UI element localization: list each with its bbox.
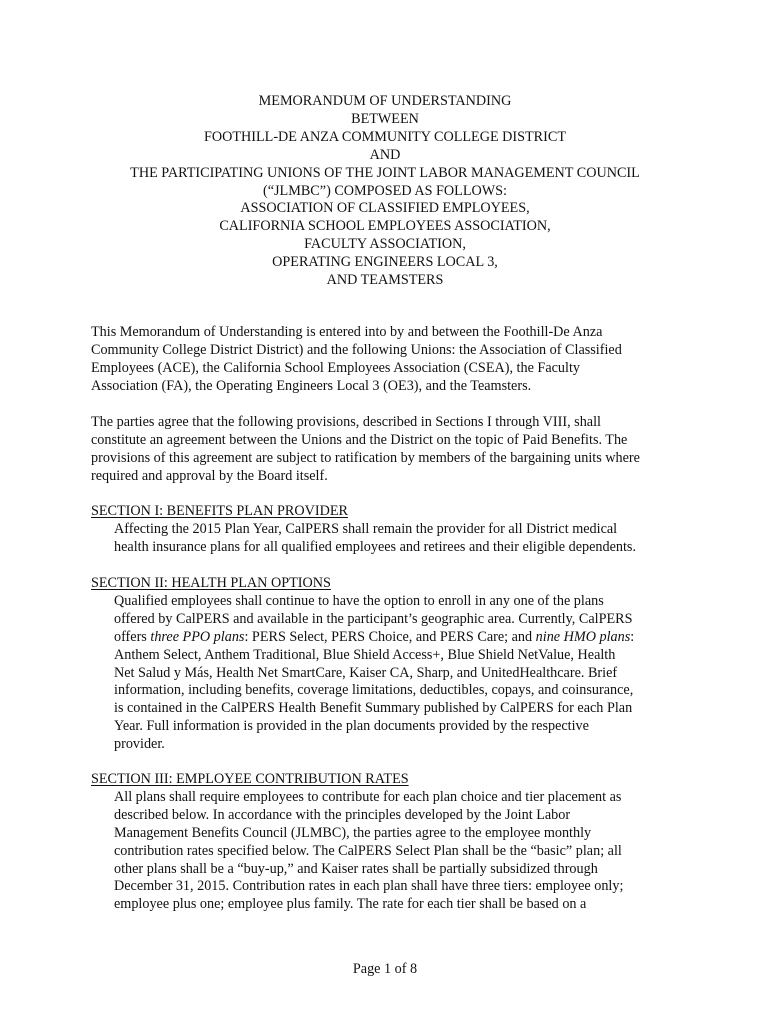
section-line: employee plus one; employee plus family. The rate for each tier shall be based on a: [114, 896, 587, 913]
paragraph-line: Employees (ACE), the California School Employees Association (CSEA), the Faculty: [91, 359, 580, 376]
memorandum-title: [80, 93, 690, 290]
section-employee-contribution-rates: [91, 771, 691, 914]
section-line: is contained in the CalPERS Health Benefit Summary published by CalPERS for each Plan: [114, 700, 633, 717]
title-line: AND: [369, 146, 401, 163]
agreement-paragraph: [91, 414, 691, 486]
section-body: [91, 593, 691, 754]
title-line: AND TEAMSTERS: [326, 272, 444, 289]
section-line: provider.: [114, 736, 165, 753]
title-line: OPERATING ENGINEERS LOCAL 3,: [272, 254, 498, 271]
section-heading: SECTION I: BENEFITS PLAN PROVIDER: [91, 503, 348, 519]
section-line: Anthem Select, Anthem Traditional, Blue Shield Access+, Blue Shield NetValue, Health: [114, 646, 616, 663]
section-body: [91, 789, 691, 914]
section-heading: SECTION III: EMPLOYEE CONTRIBUTION RATES: [91, 771, 409, 787]
title-line: CALIFORNIA SCHOOL EMPLOYEES ASSOCIATION,: [219, 218, 551, 235]
title-line: ASSOCIATION OF CLASSIFIED EMPLOYEES,: [240, 200, 530, 217]
section-line: Qualified employees shall continue to have the option to enroll in any one of the plans: [114, 592, 604, 609]
section-line: Year. Full information is provided in the plan documents provided by the respective: [114, 718, 589, 735]
paragraph-line: Community College District District) and the following Unions: the Association of Classified: [91, 341, 622, 358]
section-line: All plans shall require employees to contribute for each plan choice and tier placement as: [114, 788, 622, 805]
title-line: THE PARTICIPATING UNIONS OF THE JOINT LABOR MANAGEMENT COUNCIL: [130, 164, 640, 181]
paragraph-line: Association (FA), the Operating Engineers Local 3 (OE3), and the Teamsters.: [91, 377, 532, 394]
title-line: MEMORANDUM OF UNDERSTANDING: [258, 93, 512, 109]
title-line: (“JLMBC”) COMPOSED AS FOLLOWS:: [263, 182, 507, 199]
section-benefits-plan-provider: [91, 503, 691, 557]
section-line: December 31, 2015. Contribution rates in each plan shall have three tiers: employee only;: [114, 878, 624, 895]
section-line: contribution rates specified below. The CalPERS Select Plan shall be the “basic” plan; all: [114, 842, 622, 859]
section-line: offered by CalPERS and available in the participant’s geographic area. Currently, CalPERS: [114, 610, 633, 627]
section-line: Net Salud y Más, Health Net SmartCare, Kaiser CA, Sharp, and UnitedHealthcare. Brief: [114, 664, 618, 681]
section-line: information, including benefits, coverage limitations, deductibles, copays, and coinsurance,: [114, 682, 634, 699]
section-line: other plans shall be a “buy-up,” and Kaiser rates shall be partially subsidized through: [114, 860, 598, 877]
section-body: [91, 521, 691, 557]
paragraph-line: This Memorandum of Understanding is entered into by and between the Foothill-De Anza: [91, 324, 603, 340]
section-line: [114, 629, 691, 647]
section-line: Management Benefits Council (JLMBC), the parties agree to the employee monthly: [114, 824, 592, 841]
section-line: described below. In accordance with the principles developed by the Joint Labor: [114, 806, 571, 823]
title-line: FOOTHILL-DE ANZA COMMUNITY COLLEGE DISTRICT: [203, 128, 566, 145]
section-line: health insurance plans for all qualified employees and retirees and their eligible dependents.: [114, 538, 636, 555]
title-line: FACULTY ASSOCIATION,: [304, 236, 466, 253]
line-text: :: [630, 628, 635, 645]
paragraph-line: The parties agree that the following provisions, described in Sections I through VIII, shall: [91, 414, 601, 430]
section-heading: SECTION II: HEALTH PLAN OPTIONS: [91, 575, 331, 591]
hmo-plans-emphasis: nine HMO plans: [535, 628, 631, 645]
line-text: offers: [114, 628, 151, 645]
paragraph-line: constitute an agreement between the Unions and the District on the topic of Paid Benefits. The: [91, 431, 628, 448]
intro-paragraph: [91, 324, 691, 396]
paragraph-line: provisions of this agreement are subject to ratification by members of the bargaining units where: [91, 449, 640, 466]
paragraph-line: required and approval by the Board itself.: [91, 467, 328, 484]
ppo-plans-emphasis: three PPO plans: [150, 628, 245, 645]
line-text: : PERS Select, PERS Choice, and PERS Care; and: [244, 628, 536, 645]
section-line: Affecting the 2015 Plan Year, CalPERS shall remain the provider for all District medical: [114, 520, 618, 537]
page-number-footer: Page 1 of 8: [352, 961, 418, 977]
title-line: BETWEEN: [351, 110, 419, 127]
section-health-plan-options: [91, 575, 691, 754]
